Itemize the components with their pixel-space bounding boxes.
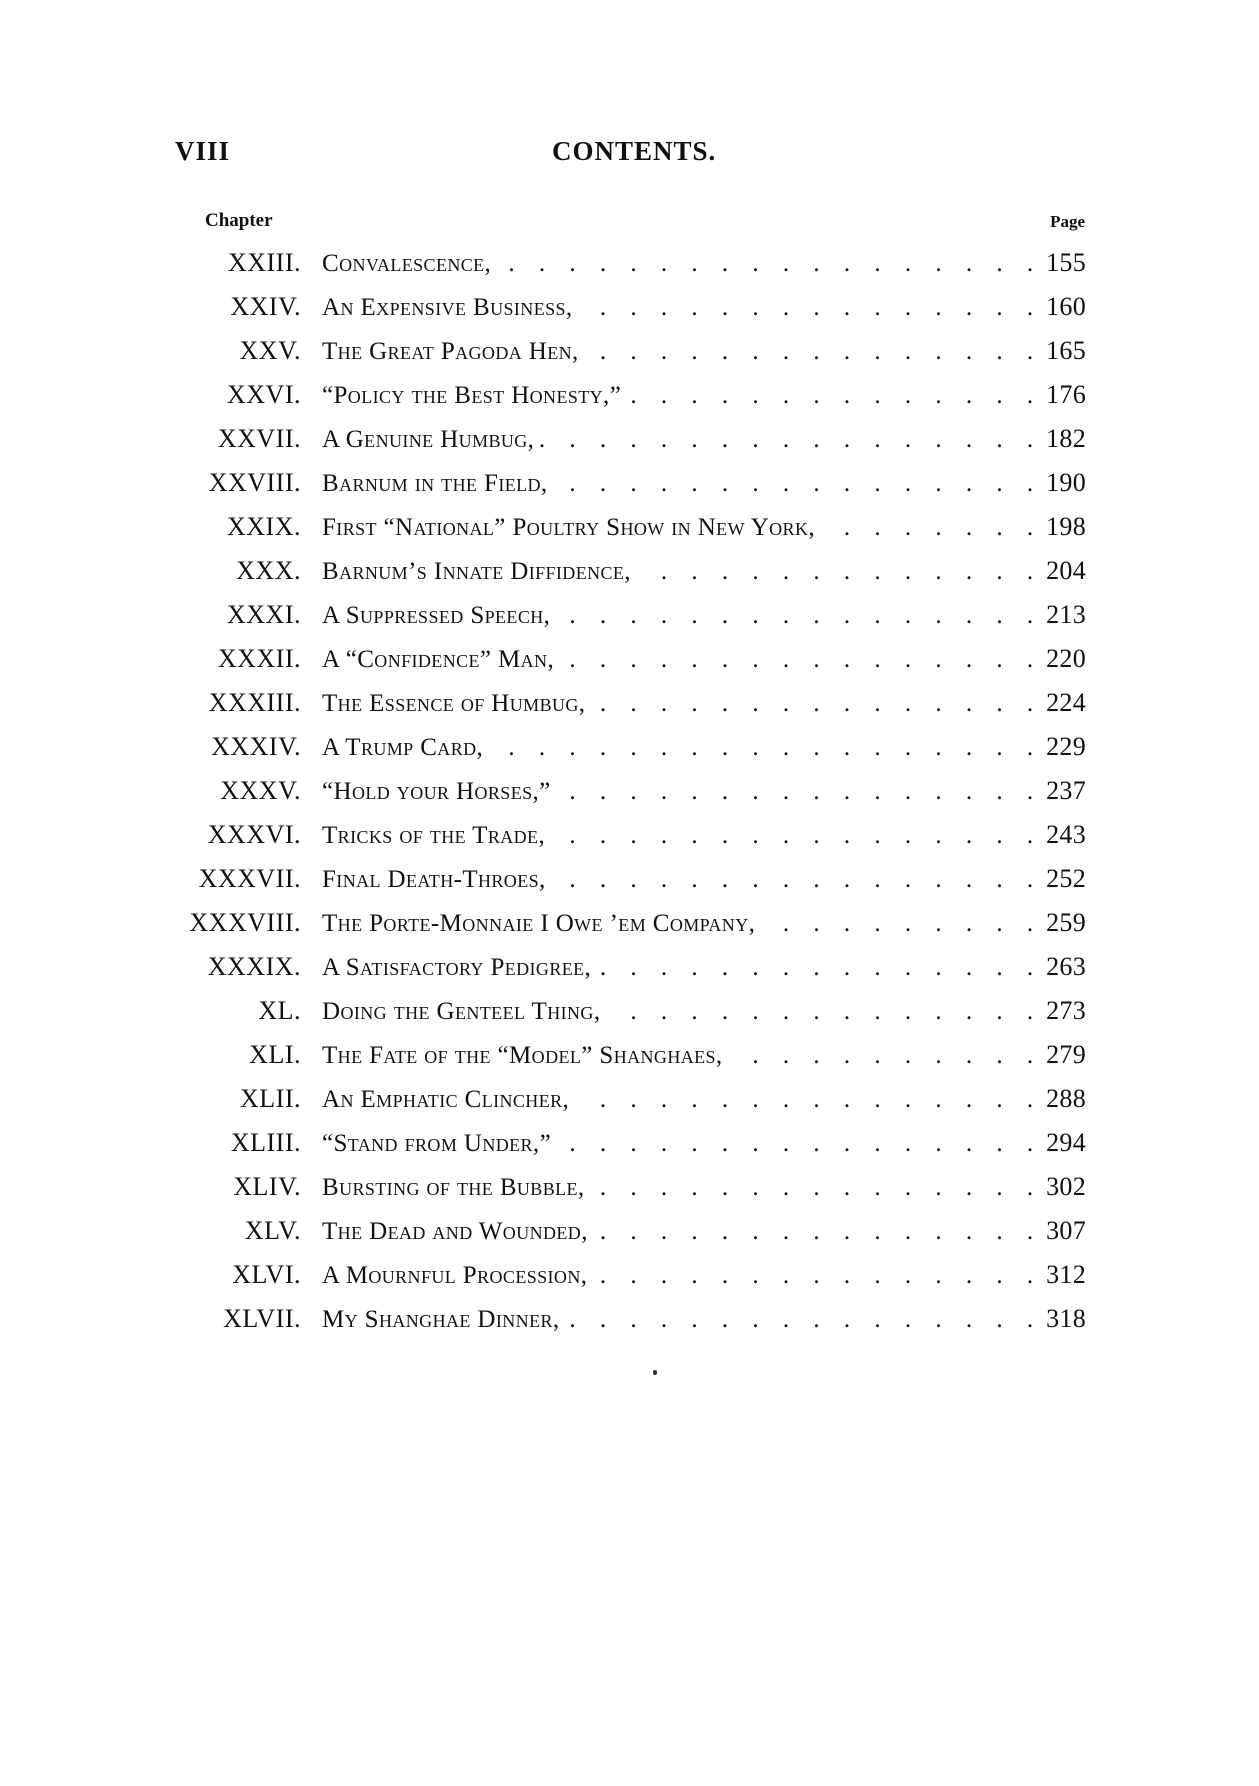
page-number: 263	[1046, 952, 1086, 981]
entry-line	[322, 732, 1086, 762]
toc-entry	[0, 332, 1259, 376]
chapter-title: A Trump Card,	[322, 734, 484, 761]
chapter-title: Barnum in the Field,	[322, 470, 548, 497]
entry-line	[322, 952, 1086, 982]
chapter-title: Tricks of the Trade,	[322, 822, 546, 849]
chapter-number: XXXIII.	[208, 688, 301, 717]
toc-entry	[0, 420, 1259, 464]
chapter-number: XL.	[258, 996, 301, 1025]
chapter-title: The Porte-Monnaie I Owe ’em Company,	[322, 910, 756, 937]
toc-entry	[0, 508, 1259, 552]
page-number: 182	[1046, 424, 1086, 453]
chapter-title: The Essence of Humbug,	[322, 690, 586, 717]
dot-leader	[560, 646, 1042, 674]
page-number: 160	[1046, 292, 1086, 321]
entry-line	[322, 864, 1086, 894]
chapter-title: A Satisfactory Pedigree,	[322, 954, 592, 981]
page-number: 213	[1046, 600, 1086, 629]
chapter-number: XXIX.	[227, 512, 301, 541]
dot-leader	[591, 1174, 1043, 1202]
dot-leader	[575, 1086, 1042, 1114]
entry-line	[322, 380, 1086, 410]
chapter-number: XXIII.	[227, 248, 301, 277]
entry-line	[322, 424, 1086, 454]
dot-leader	[606, 998, 1042, 1026]
chapter-number: XLV.	[244, 1216, 301, 1245]
chapter-title: Final Death-Throes,	[322, 866, 546, 893]
chapter-number: XXXVIII.	[189, 908, 301, 937]
toc-entry	[0, 684, 1259, 728]
chapter-title: The Fate of the “Model” Shanghaes,	[322, 1042, 723, 1069]
dot-leader	[821, 514, 1042, 542]
page-column-heading: Page	[1050, 212, 1085, 231]
chapter-number: XXXI.	[227, 600, 301, 629]
chapter-number: XLI.	[249, 1040, 301, 1069]
dot-leader	[540, 426, 1042, 454]
entry-line	[322, 776, 1086, 806]
page-number: 204	[1046, 556, 1086, 585]
page-folio: VIII	[175, 136, 231, 166]
chapter-title: “Hold your Horses,”	[322, 778, 551, 805]
chapter-title: An Emphatic Clincher,	[322, 1086, 570, 1113]
dot-leader	[591, 690, 1042, 718]
chapter-number: XXXV.	[220, 776, 301, 805]
page-number: 312	[1046, 1260, 1086, 1289]
column-headings	[205, 210, 1085, 236]
chapter-number: XLIV.	[233, 1172, 301, 1201]
dot-leader	[579, 294, 1043, 322]
chapter-title: A “Confidence” Man,	[322, 646, 555, 673]
table-of-contents	[0, 244, 1259, 1344]
entry-line	[322, 1260, 1086, 1290]
chapter-number: XXXVI.	[207, 820, 301, 849]
toc-entry	[0, 948, 1259, 992]
chapter-number: XLIII.	[230, 1128, 301, 1157]
page-header	[175, 136, 1085, 176]
page-number: 237	[1046, 776, 1086, 805]
entry-line	[322, 556, 1086, 586]
dot-leader	[585, 338, 1042, 366]
entry-line	[322, 1084, 1086, 1114]
page-number: 259	[1046, 908, 1086, 937]
toc-entry	[0, 772, 1259, 816]
entry-line	[322, 248, 1086, 278]
entry-line	[322, 600, 1086, 630]
entry-line	[322, 1128, 1086, 1158]
entry-line	[322, 1216, 1086, 1246]
page-number: 198	[1046, 512, 1086, 541]
page-number: 155	[1046, 248, 1086, 277]
dot-leader	[627, 382, 1042, 410]
toc-entry	[0, 1036, 1259, 1080]
chapter-number: XLVII.	[223, 1304, 301, 1333]
dot-leader	[551, 822, 1042, 850]
toc-entry	[0, 1168, 1259, 1212]
page-number: 165	[1046, 336, 1086, 365]
page-number: 243	[1046, 820, 1086, 849]
toc-entry	[0, 288, 1259, 332]
chapter-title: The Dead and Wounded,	[322, 1218, 588, 1245]
chapter-title: First “National” Poultry Show in New York,	[322, 514, 815, 541]
toc-entry	[0, 816, 1259, 860]
chapter-number: XLII.	[240, 1084, 301, 1113]
chapter-number: XXV.	[239, 336, 301, 365]
chapter-title: A Genuine Humbug,	[322, 426, 535, 453]
page-number: 252	[1046, 864, 1086, 893]
dot-leader	[594, 1218, 1042, 1246]
page-number: 190	[1046, 468, 1086, 497]
entry-line	[322, 1172, 1086, 1202]
dot-leader	[497, 250, 1042, 278]
toc-entry	[0, 860, 1259, 904]
page-number: 220	[1046, 644, 1086, 673]
entry-line	[322, 336, 1086, 366]
toc-entry	[0, 244, 1259, 288]
dot-leader	[637, 558, 1042, 586]
dot-leader	[552, 866, 1042, 894]
entry-line	[322, 292, 1086, 322]
dot-leader	[557, 778, 1042, 806]
page-number: 229	[1046, 732, 1086, 761]
chapter-number: XXXII.	[217, 644, 301, 673]
dot-leader	[566, 1306, 1043, 1334]
page-number: 224	[1046, 688, 1086, 717]
toc-entry	[0, 1256, 1259, 1300]
toc-entry	[0, 728, 1259, 772]
entry-line	[322, 512, 1086, 542]
toc-entry	[0, 464, 1259, 508]
dot-leader	[761, 910, 1042, 938]
chapter-column-heading: Chapter	[205, 210, 273, 231]
chapter-number: XXXIX.	[207, 952, 301, 981]
dot-leader	[554, 470, 1043, 498]
entry-line	[322, 1304, 1086, 1334]
toc-entry	[0, 904, 1259, 948]
toc-entry	[0, 376, 1259, 420]
toc-entry	[0, 596, 1259, 640]
dot-leader	[556, 602, 1042, 630]
chapter-title: Doing the Genteel Thing,	[322, 998, 601, 1025]
entry-line	[322, 468, 1086, 498]
page-number: 307	[1046, 1216, 1086, 1245]
chapter-number: XXXIV.	[211, 732, 301, 761]
toc-entry	[0, 640, 1259, 684]
entry-line	[322, 688, 1086, 718]
print-speck	[653, 1370, 657, 1375]
chapter-number: XLVI.	[232, 1260, 301, 1289]
dot-leader	[489, 734, 1042, 762]
chapter-number: XXVI.	[227, 380, 301, 409]
entry-line	[322, 908, 1086, 938]
chapter-number: XXVII.	[217, 424, 301, 453]
page-number: 318	[1046, 1304, 1086, 1333]
entry-line	[322, 1040, 1086, 1070]
entry-line	[322, 996, 1086, 1026]
toc-entry	[0, 992, 1259, 1036]
entry-line	[322, 644, 1086, 674]
toc-entry	[0, 552, 1259, 596]
dot-leader	[593, 1262, 1042, 1290]
chapter-title: My Shanghae Dinner,	[322, 1306, 560, 1333]
chapter-title: Bursting of the Bubble,	[322, 1174, 585, 1201]
toc-entry	[0, 1124, 1259, 1168]
page-number: 294	[1046, 1128, 1086, 1157]
toc-entry	[0, 1300, 1259, 1344]
chapter-title: The Great Pagoda Hen,	[322, 338, 579, 365]
chapter-title: Barnum’s Innate Diffidence,	[322, 558, 631, 585]
page-number: 288	[1046, 1084, 1086, 1113]
chapter-number: XXXVII.	[198, 864, 301, 893]
chapter-title: “Policy the Best Honesty,”	[322, 382, 622, 409]
page-number: 302	[1046, 1172, 1086, 1201]
chapter-title: An Expensive Business,	[322, 294, 573, 321]
dot-leader	[729, 1042, 1043, 1070]
entry-line	[322, 820, 1086, 850]
chapter-title: A Mournful Procession,	[322, 1262, 588, 1289]
chapter-number: XXVIII.	[208, 468, 301, 497]
chapter-title: A Suppressed Speech,	[322, 602, 551, 629]
dot-leader	[597, 954, 1042, 982]
chapter-number: XXIV.	[230, 292, 301, 321]
chapter-title: “Stand from Under,”	[322, 1130, 552, 1157]
chapter-number: XXX.	[236, 556, 301, 585]
toc-entry	[0, 1080, 1259, 1124]
page-number: 279	[1046, 1040, 1086, 1069]
toc-entry	[0, 1212, 1259, 1256]
running-title: CONTENTS.	[552, 136, 717, 166]
dot-leader	[557, 1130, 1042, 1158]
page-number: 273	[1046, 996, 1086, 1025]
page-number: 176	[1046, 380, 1086, 409]
chapter-title: Convalescence,	[322, 250, 492, 277]
